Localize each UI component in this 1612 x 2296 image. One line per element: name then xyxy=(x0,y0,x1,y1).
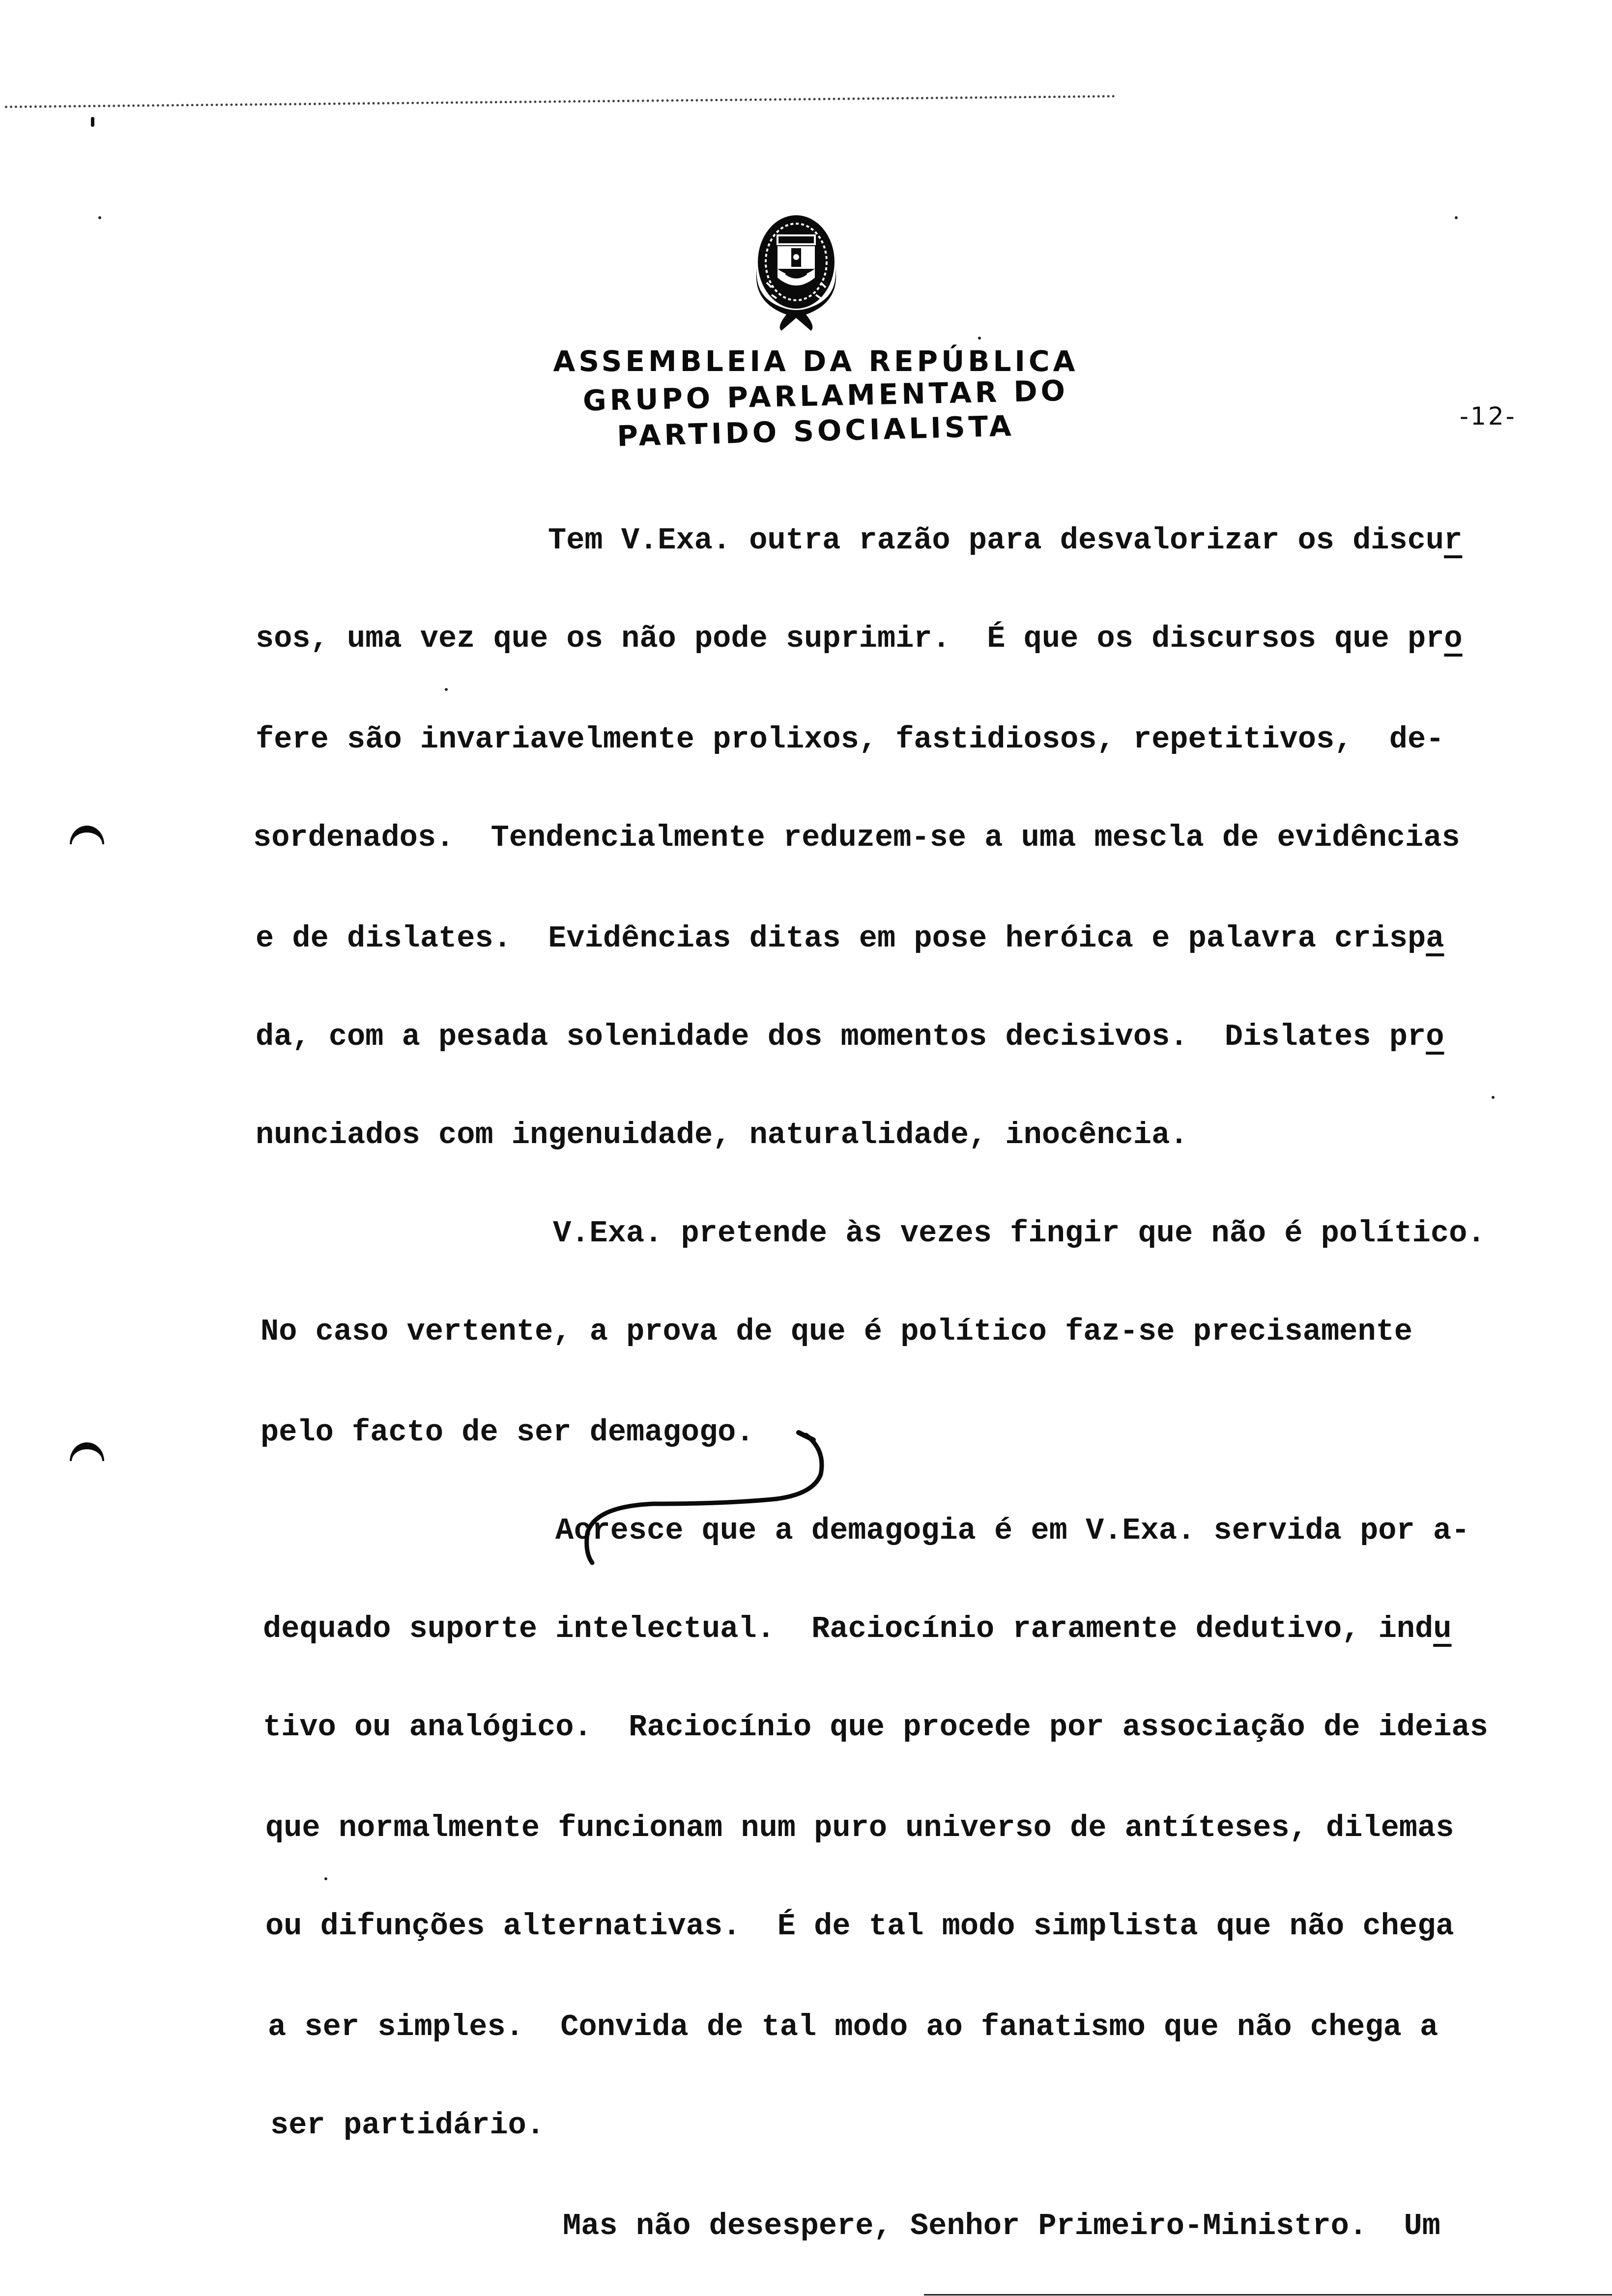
text-line: e de dislates. Evidências ditas em pose heróica e palavra crispa xyxy=(256,921,1444,956)
text-line: ser partidário. xyxy=(270,2108,545,2143)
margin-arc-2 xyxy=(70,1442,104,1461)
text-line: sos, uma vez que os não pode suprimir. É que os discursos que pro xyxy=(256,621,1463,656)
letterhead xyxy=(521,344,1111,453)
text-line: nunciados com ingenuidade, naturalidade, inocência. xyxy=(256,1118,1188,1152)
text-line: a ser simples. Convida de tal modo ao fanatismo que não chega a xyxy=(268,2009,1439,2044)
page-number: -12- xyxy=(1460,402,1517,430)
letterhead-party: PARTIDO SOCIALISTA xyxy=(616,409,1015,453)
handwritten-connector-curve xyxy=(531,1420,865,1578)
scan-speck xyxy=(324,1877,327,1880)
text-line: V.Exa. pretende às vezes fingir que não é político. xyxy=(553,1216,1486,1251)
margin-arc-1 xyxy=(70,826,104,844)
letterhead-group: GRUPO PARLAMENTAR DO xyxy=(582,373,1069,418)
scan-speck xyxy=(1455,216,1458,219)
text-line: Tem V.Exa. outra razão para desvalorizar os discur xyxy=(548,523,1463,558)
text-line: ou difunções alternativas. É de tal modo simplista que não chega xyxy=(265,1909,1454,1944)
text-line: Mas não desespere, Senhor Primeiro-Ministro. Um xyxy=(563,2209,1440,2243)
text-line: dequado suporte intelectual. Raciocínio raramente dedutivo, indu xyxy=(263,1611,1452,1646)
text-line: da, com a pesada solenidade dos momentos decisivos. Dislates pro xyxy=(256,1019,1444,1054)
scan-bottom-edge xyxy=(924,2294,1612,2296)
scan-speck xyxy=(98,216,101,219)
text-line: Acresce que a demagogia é em V.Exa. servida por a- xyxy=(555,1513,1470,1548)
text-line: sordenados. Tendencialmente reduzem-se a uma mescla de evidências xyxy=(253,820,1460,855)
scan-speck xyxy=(445,688,448,691)
scan-speck xyxy=(978,337,981,340)
text-line: pelo facto de ser demagogo. xyxy=(260,1415,754,1450)
text-line: que normalmente funcionam num puro universo de antíteses, dilemas xyxy=(265,1810,1454,1845)
scan-artifact-line xyxy=(5,95,1116,108)
text-line: fere são invariavelmente prolixos, fastidiosos, repetitivos, de- xyxy=(256,722,1444,757)
portuguese-coat-of-arms-icon xyxy=(737,209,855,332)
scan-speck xyxy=(1492,1096,1495,1099)
text-line: tivo ou analógico. Raciocínio que procede por associação de ideias xyxy=(263,1710,1488,1745)
letterhead-assembly: ASSEMBLEIA DA REPÚBLICA xyxy=(553,344,1079,378)
scan-artifact-tick xyxy=(91,117,94,127)
text-line: No caso vertente, a prova de que é político faz-se precisamente xyxy=(260,1314,1412,1349)
